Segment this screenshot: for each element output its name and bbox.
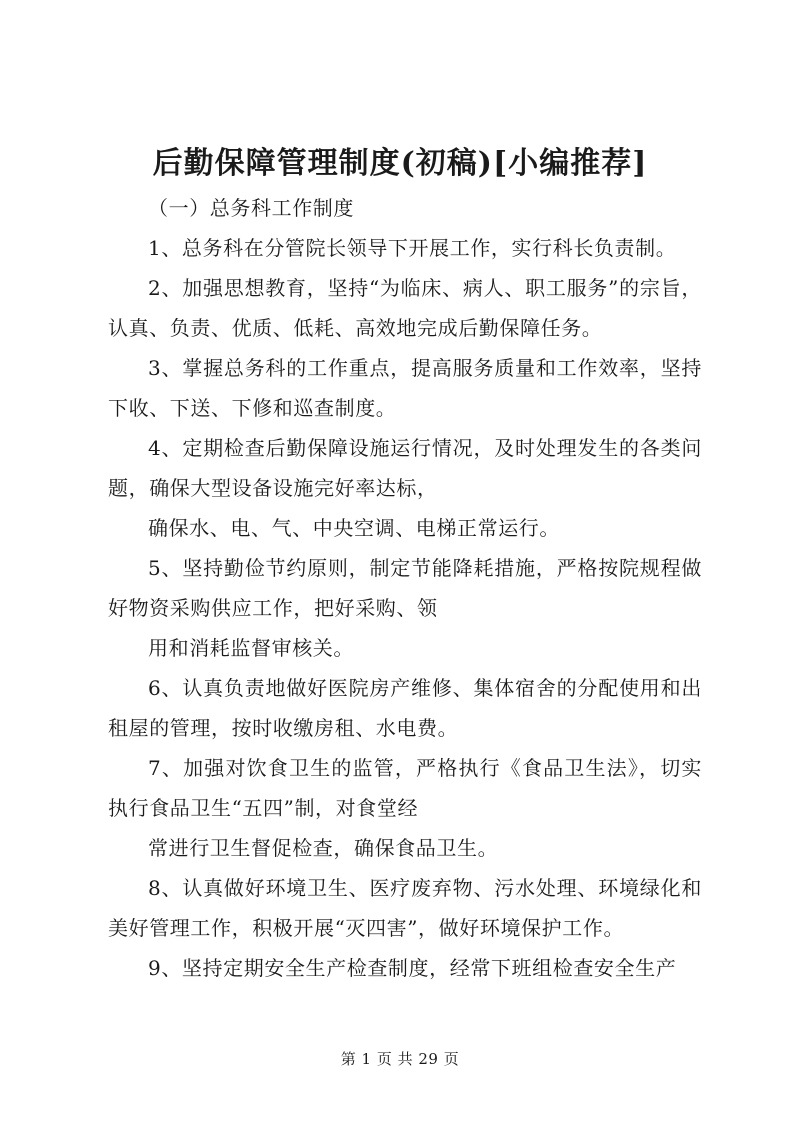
paragraph-item-8: 8、认真做好环境卫生、医疗废弃物、污水处理、环境绿化和美好管理工作，积极开展“灭四害”，做好环境保护工作。	[108, 876, 702, 940]
paragraph-item-3: 3、掌握总务科的工作重点，提高服务质量和工作效率，坚持下收、下送、下修和巡查制度。	[108, 356, 702, 420]
paragraph-item-9: 9、坚持定期安全生产检查制度，经常下班组检查安全生产	[148, 956, 677, 980]
paragraph-item-2: 2、加强思想教育，坚持“为临床、病人、职工服务”的宗旨，认真、负责、优质、低耗、高效地完成后勤保障任务。	[108, 276, 702, 340]
paragraph-item-6: 6、认真负责地做好医院房产维修、集体宿舍的分配使用和出租屋的管理，按时收缴房租、水电费。	[108, 676, 702, 740]
paragraph-item-4: 4、定期检查后勤保障设施运行情况，及时处理发生的各类问题，确保大型设备设施完好率达标，	[108, 436, 702, 500]
paragraph-item-5: 5、坚持勤俭节约原则，制定节能降耗措施，严格按院规程做好物资采购供应工作，把好采购、领	[108, 556, 702, 620]
paragraph-item-7-continued: 常进行卫生督促检查，确保食品卫生。	[148, 836, 499, 860]
page-number-footer: 第 1 页 共 29 页	[340, 1050, 460, 1068]
section-heading: （一）总务科工作制度	[148, 196, 354, 220]
document-body	[108, 188, 702, 988]
paragraph-item-5-continued: 用和消耗监督审核关。	[148, 636, 354, 660]
paragraph-item-1: 1、总务科在分管院长领导下开展工作，实行科长负责制。	[148, 236, 677, 260]
paragraph-item-7: 7、加强对饮食卫生的监管，严格执行《食品卫生法》，切实执行食品卫生“五四”制，对食堂经	[108, 756, 702, 820]
page-title: 后勤保障管理制度(初稿)[小编推荐]	[152, 146, 648, 181]
paragraph-item-4-continued: 确保水、电、气、中央空调、电梯正常运行。	[148, 516, 560, 540]
